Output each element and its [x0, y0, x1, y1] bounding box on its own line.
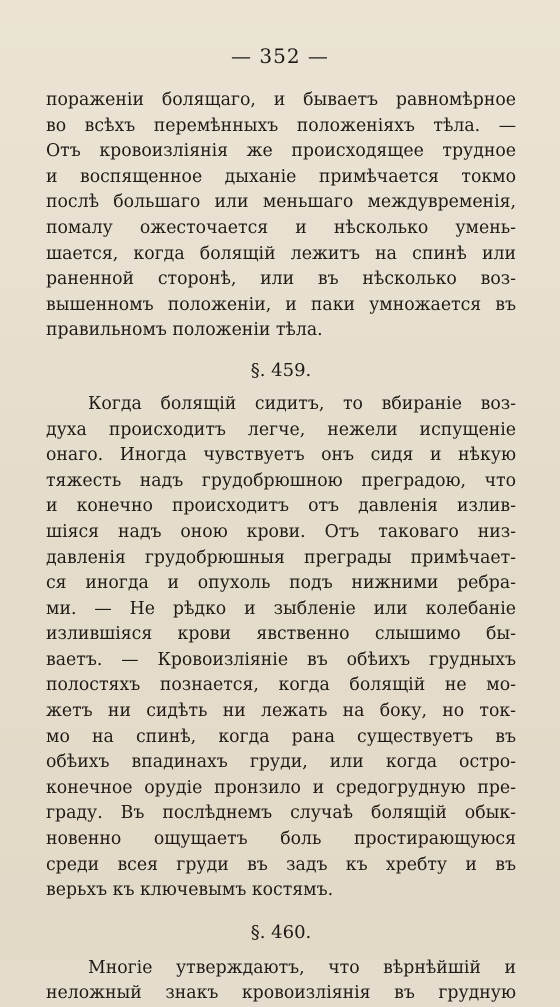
- text-line: правильномъ положеніи тѣла.: [46, 320, 323, 341]
- text-line: Отъ кровоизлiянія же происходящее трудное: [46, 141, 516, 162]
- text-line: и конечно происходитъ отъ давленія излив-: [46, 496, 516, 517]
- text-line: давленія грудобрюшныя преграды примѣчает-: [46, 547, 516, 568]
- text-line: среди всея груди въ задъ къ хребту и въ: [46, 854, 516, 875]
- text-line: конечное орудіе пронзило и средогрудную пре-: [46, 777, 516, 798]
- text-line: во всѣхъ перемѣнныхъ положеніяхъ тѣла. —: [46, 115, 516, 136]
- text-line: полостяхъ познается, когда болящій не мо-: [46, 675, 516, 696]
- text-line: онаго. Иногда чувствуетъ онъ сидя и нѣкую: [46, 445, 516, 466]
- text-line: мо на спинѣ, когда рана существуетъ въ: [46, 726, 516, 747]
- text-line: неложный знакъ кровоизлiянія въ грудную: [46, 983, 516, 1004]
- text-line: Когда болящій сидитъ, то вбираніе воз-: [88, 393, 516, 414]
- paragraph-continuation: [46, 88, 516, 344]
- text-line: жетъ ни сидѣть ни лежать на боку, но ток-: [46, 701, 516, 722]
- paragraph-460: [46, 956, 516, 1007]
- text-line: шается, когда болящій лежитъ на спинѣ или: [46, 243, 516, 264]
- text-line: помалу ожесточается и нѣсколько умень-: [46, 217, 516, 238]
- text-line: излившіяся крови явственно слышимо бы-: [46, 624, 516, 645]
- text-line: Многіе утверждаютъ, что вѣрнѣйшій и: [88, 957, 516, 978]
- section-heading-460: §. 460.: [250, 921, 312, 943]
- text-line: духа происходитъ легче, нежели испущеніе: [46, 419, 516, 440]
- text-line: граду. Въ послѣднемъ случаѣ болящій обык-: [46, 803, 516, 824]
- text-line: пораженіи болящаго, и бываетъ равномѣрное: [46, 90, 516, 110]
- text-line: раненной сторонѣ, или въ нѣсколько воз-: [46, 269, 516, 290]
- page-number: — 352 —: [231, 44, 329, 68]
- text-line: ваетъ. — Кровоизлiяніе въ обѣихъ грудныхъ: [46, 649, 516, 670]
- paragraph-459: [46, 392, 516, 904]
- text-line: ся иногда и опухоль подъ нижними ребра-: [46, 573, 516, 594]
- text-line: вышенномъ положеніи, и паки умножается въ: [46, 294, 516, 315]
- text-line: послѣ большаго или меньшаго междувременія,: [46, 192, 516, 213]
- page-text: [46, 88, 516, 1007]
- text-line: верьхъ къ ключевымъ костямъ.: [46, 880, 334, 901]
- section-heading-459: §. 459.: [250, 359, 312, 381]
- text-line: и воспященное дыханіе примѣчается токмо: [46, 166, 516, 187]
- text-line: тяжесть надъ грудобрюшною преградою, что: [46, 470, 516, 491]
- text-line: новенно ощущаетъ боль простирающуюся: [46, 829, 516, 850]
- text-line: ми. — Не рѣдко и зыбленіе или колебаніе: [46, 598, 516, 619]
- text-line: обѣихъ впадинахъ груди, или когда остро-: [46, 752, 516, 773]
- text-line: шіяся надъ оною крови. Отъ таковаго низ-: [46, 521, 516, 542]
